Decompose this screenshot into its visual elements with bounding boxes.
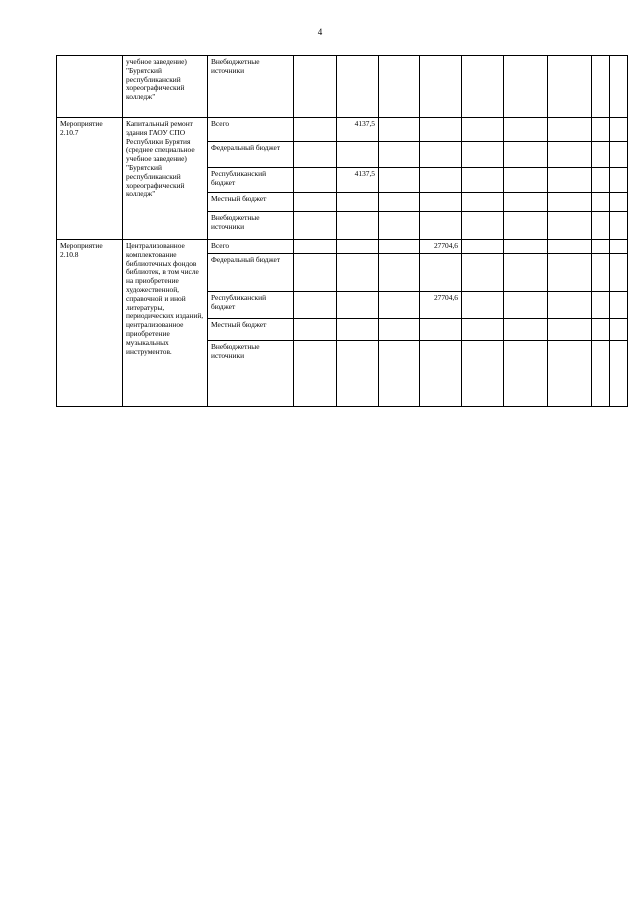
value-cell xyxy=(337,56,379,118)
empty-cell xyxy=(610,292,628,319)
empty-cell xyxy=(462,118,504,142)
value-cell xyxy=(420,212,462,240)
empty-cell xyxy=(592,254,610,292)
empty-cell xyxy=(610,341,628,407)
table-row xyxy=(57,240,628,254)
empty-cell xyxy=(592,212,610,240)
empty-cell xyxy=(294,292,337,319)
empty-cell xyxy=(294,341,337,407)
empty-cell xyxy=(462,319,504,341)
description-cell: Капитальный ремонт здания ГАОУ СПО Республики Бурятия (среднее специальное учебное заведение) "Бурятский республиканский хореографический колледж" xyxy=(123,118,208,240)
empty-cell xyxy=(294,193,337,212)
empty-cell xyxy=(462,254,504,292)
empty-cell xyxy=(610,56,628,118)
empty-cell xyxy=(379,240,420,254)
empty-cell xyxy=(294,212,337,240)
empty-cell xyxy=(294,118,337,142)
empty-cell xyxy=(548,240,592,254)
empty-cell xyxy=(548,254,592,292)
empty-cell xyxy=(548,168,592,193)
empty-cell xyxy=(379,56,420,118)
value-cell xyxy=(420,341,462,407)
empty-cell xyxy=(504,212,548,240)
empty-cell xyxy=(462,56,504,118)
empty-cell xyxy=(548,319,592,341)
empty-cell xyxy=(548,56,592,118)
empty-cell xyxy=(592,118,610,142)
empty-cell xyxy=(592,56,610,118)
source-cell: Всего xyxy=(208,118,294,142)
empty-cell xyxy=(548,212,592,240)
empty-cell xyxy=(610,254,628,292)
value-cell xyxy=(337,254,379,292)
value-cell: 27704,6 xyxy=(420,240,462,254)
empty-cell xyxy=(548,341,592,407)
source-cell: Федеральный бюджет xyxy=(208,254,294,292)
empty-cell xyxy=(548,193,592,212)
empty-cell xyxy=(379,341,420,407)
empty-cell xyxy=(592,319,610,341)
empty-cell xyxy=(610,212,628,240)
empty-cell xyxy=(379,292,420,319)
empty-cell xyxy=(462,292,504,319)
source-cell: Республиканский бюджет xyxy=(208,292,294,319)
budget-table xyxy=(56,55,628,407)
empty-cell xyxy=(610,319,628,341)
value-cell xyxy=(337,341,379,407)
value-cell xyxy=(337,142,379,168)
empty-cell xyxy=(610,193,628,212)
event-cell xyxy=(57,56,123,118)
source-cell: Местный бюджет xyxy=(208,319,294,341)
empty-cell xyxy=(610,118,628,142)
empty-cell xyxy=(504,168,548,193)
empty-cell xyxy=(462,142,504,168)
source-cell: Местный бюджет xyxy=(208,193,294,212)
empty-cell xyxy=(548,142,592,168)
empty-cell xyxy=(504,56,548,118)
value-cell: 4137,5 xyxy=(337,118,379,142)
value-cell xyxy=(337,240,379,254)
empty-cell xyxy=(504,341,548,407)
value-cell xyxy=(337,319,379,341)
value-cell: 27704,6 xyxy=(420,292,462,319)
value-cell xyxy=(420,118,462,142)
empty-cell xyxy=(379,193,420,212)
source-cell: Внебюджетные источники xyxy=(208,341,294,407)
empty-cell xyxy=(294,319,337,341)
empty-cell xyxy=(462,341,504,407)
table-row xyxy=(57,56,628,118)
table-row xyxy=(57,118,628,142)
empty-cell xyxy=(548,292,592,319)
empty-cell xyxy=(592,142,610,168)
empty-cell xyxy=(379,118,420,142)
empty-cell xyxy=(379,142,420,168)
value-cell: 4137,5 xyxy=(337,168,379,193)
empty-cell xyxy=(504,319,548,341)
empty-cell xyxy=(592,292,610,319)
empty-cell xyxy=(592,341,610,407)
table-body xyxy=(57,56,628,407)
empty-cell xyxy=(294,168,337,193)
value-cell xyxy=(420,254,462,292)
source-cell: Внебюджетные источники xyxy=(208,212,294,240)
source-cell: Внебюджетные источники xyxy=(208,56,294,118)
empty-cell xyxy=(592,193,610,212)
empty-cell xyxy=(379,319,420,341)
source-cell: Всего xyxy=(208,240,294,254)
value-cell xyxy=(420,319,462,341)
empty-cell xyxy=(504,142,548,168)
empty-cell xyxy=(462,168,504,193)
empty-cell xyxy=(462,193,504,212)
description-cell: Централизованное комплектование библиотечных фондов библиотек, в том числе на приобретение художественной, справочной и иной литературы, периодических изданий, централизованное приобретение музыкальных инструментов. xyxy=(123,240,208,407)
empty-cell xyxy=(379,168,420,193)
empty-cell xyxy=(294,142,337,168)
empty-cell xyxy=(504,254,548,292)
description-cell: учебное заведение) "Бурятский республиканский хореографический колледж" xyxy=(123,56,208,118)
source-cell: Республиканский бюджет xyxy=(208,168,294,193)
value-cell xyxy=(420,142,462,168)
empty-cell xyxy=(610,142,628,168)
empty-cell xyxy=(462,212,504,240)
event-cell: Мероприятие 2.10.8 xyxy=(57,240,123,407)
empty-cell xyxy=(504,118,548,142)
empty-cell xyxy=(504,193,548,212)
value-cell xyxy=(420,168,462,193)
source-cell: Федеральный бюджет xyxy=(208,142,294,168)
value-cell xyxy=(337,292,379,319)
empty-cell xyxy=(504,240,548,254)
empty-cell xyxy=(462,240,504,254)
value-cell xyxy=(420,193,462,212)
value-cell xyxy=(420,56,462,118)
empty-cell xyxy=(379,212,420,240)
page-number: 4 xyxy=(317,27,323,37)
value-cell xyxy=(337,212,379,240)
empty-cell xyxy=(294,56,337,118)
empty-cell xyxy=(592,240,610,254)
empty-cell xyxy=(379,254,420,292)
empty-cell xyxy=(294,240,337,254)
empty-cell xyxy=(610,168,628,193)
empty-cell xyxy=(504,292,548,319)
event-cell: Мероприятие 2.10.7 xyxy=(57,118,123,240)
value-cell xyxy=(337,193,379,212)
empty-cell xyxy=(610,240,628,254)
empty-cell xyxy=(294,254,337,292)
empty-cell xyxy=(548,118,592,142)
empty-cell xyxy=(592,168,610,193)
